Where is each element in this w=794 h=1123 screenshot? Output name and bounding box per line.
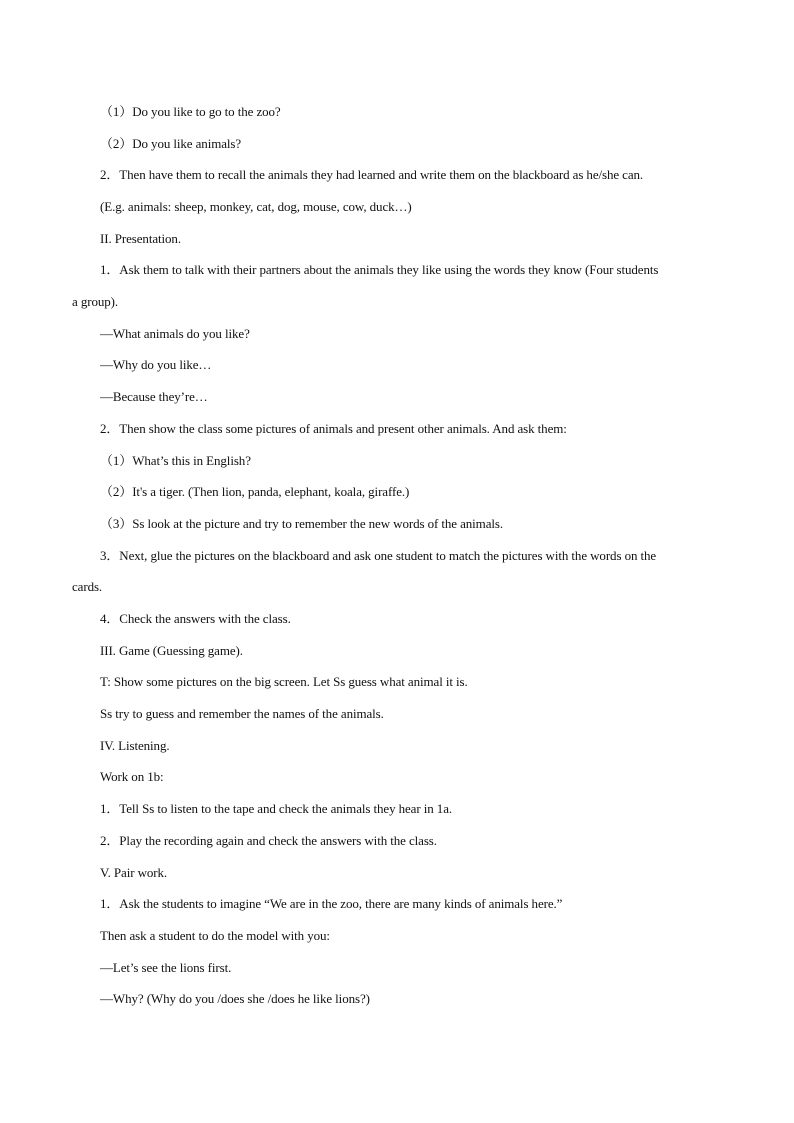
- presentation-step-2: 2．Then show the class some pictures of animals and present other animals. And ask them:: [100, 421, 567, 436]
- example-animals: (E.g. animals: sheep, monkey, cat, dog, mouse, cow, duck…): [100, 199, 412, 214]
- presentation-step-1: 1．Ask them to talk with their partners about the animals they like using the words they know (Four students: [100, 262, 659, 277]
- dialogue-line-what-animals: —What animals do you like?: [100, 326, 250, 341]
- section-heading-game: III. Game (Guessing game).: [100, 643, 243, 658]
- dialogue-line-because: —Because they’re…: [100, 389, 208, 404]
- dialogue-line-lions: —Let’s see the lions first.: [100, 960, 232, 975]
- section-heading-presentation: II. Presentation.: [100, 231, 181, 246]
- pair-work-step-1: 1．Ask the students to imagine “We are in the zoo, there are many kinds of animals here.”: [100, 896, 563, 911]
- presentation-question-3: （3）Ss look at the picture and try to remember the new words of the animals.: [100, 516, 503, 531]
- step-2-recall-animals: 2．Then have them to recall the animals they had learned and write them on the blackboard as he/she can.: [100, 167, 644, 182]
- presentation-step-3: 3．Next, glue the pictures on the blackboard and ask one student to match the pictures with the words on the: [100, 548, 657, 563]
- listening-work-on: Work on 1b:: [100, 769, 164, 784]
- question-2-animals: （2）Do you like animals?: [100, 136, 242, 151]
- pair-work-model-instruction: Then ask a student to do the model with you:: [100, 928, 330, 943]
- section-heading-listening: IV. Listening.: [100, 738, 170, 753]
- presentation-question-1: （1）What’s this in English?: [100, 453, 251, 468]
- presentation-step-1-continued: a group).: [72, 294, 119, 309]
- game-teacher-instruction: T: Show some pictures on the big screen. Let Ss guess what animal it is.: [100, 674, 468, 689]
- question-1-zoo: （1）Do you like to go to the zoo?: [100, 104, 281, 119]
- listening-step-2: 2．Play the recording again and check the answers with the class.: [100, 833, 437, 848]
- presentation-step-3-continued: cards.: [72, 579, 103, 594]
- presentation-step-4: 4．Check the answers with the class.: [100, 611, 291, 626]
- dialogue-line-why: —Why do you like…: [100, 357, 212, 372]
- section-heading-pair-work: V. Pair work.: [100, 865, 168, 880]
- listening-step-1: 1．Tell Ss to listen to the tape and check the animals they hear in 1a.: [100, 801, 453, 816]
- game-student-instruction: Ss try to guess and remember the names of the animals.: [100, 706, 384, 721]
- dialogue-line-why-lions: —Why? (Why do you /does she /does he like lions?): [100, 991, 370, 1006]
- presentation-question-2: （2）It's a tiger. (Then lion, panda, elephant, koala, giraffe.): [100, 484, 410, 499]
